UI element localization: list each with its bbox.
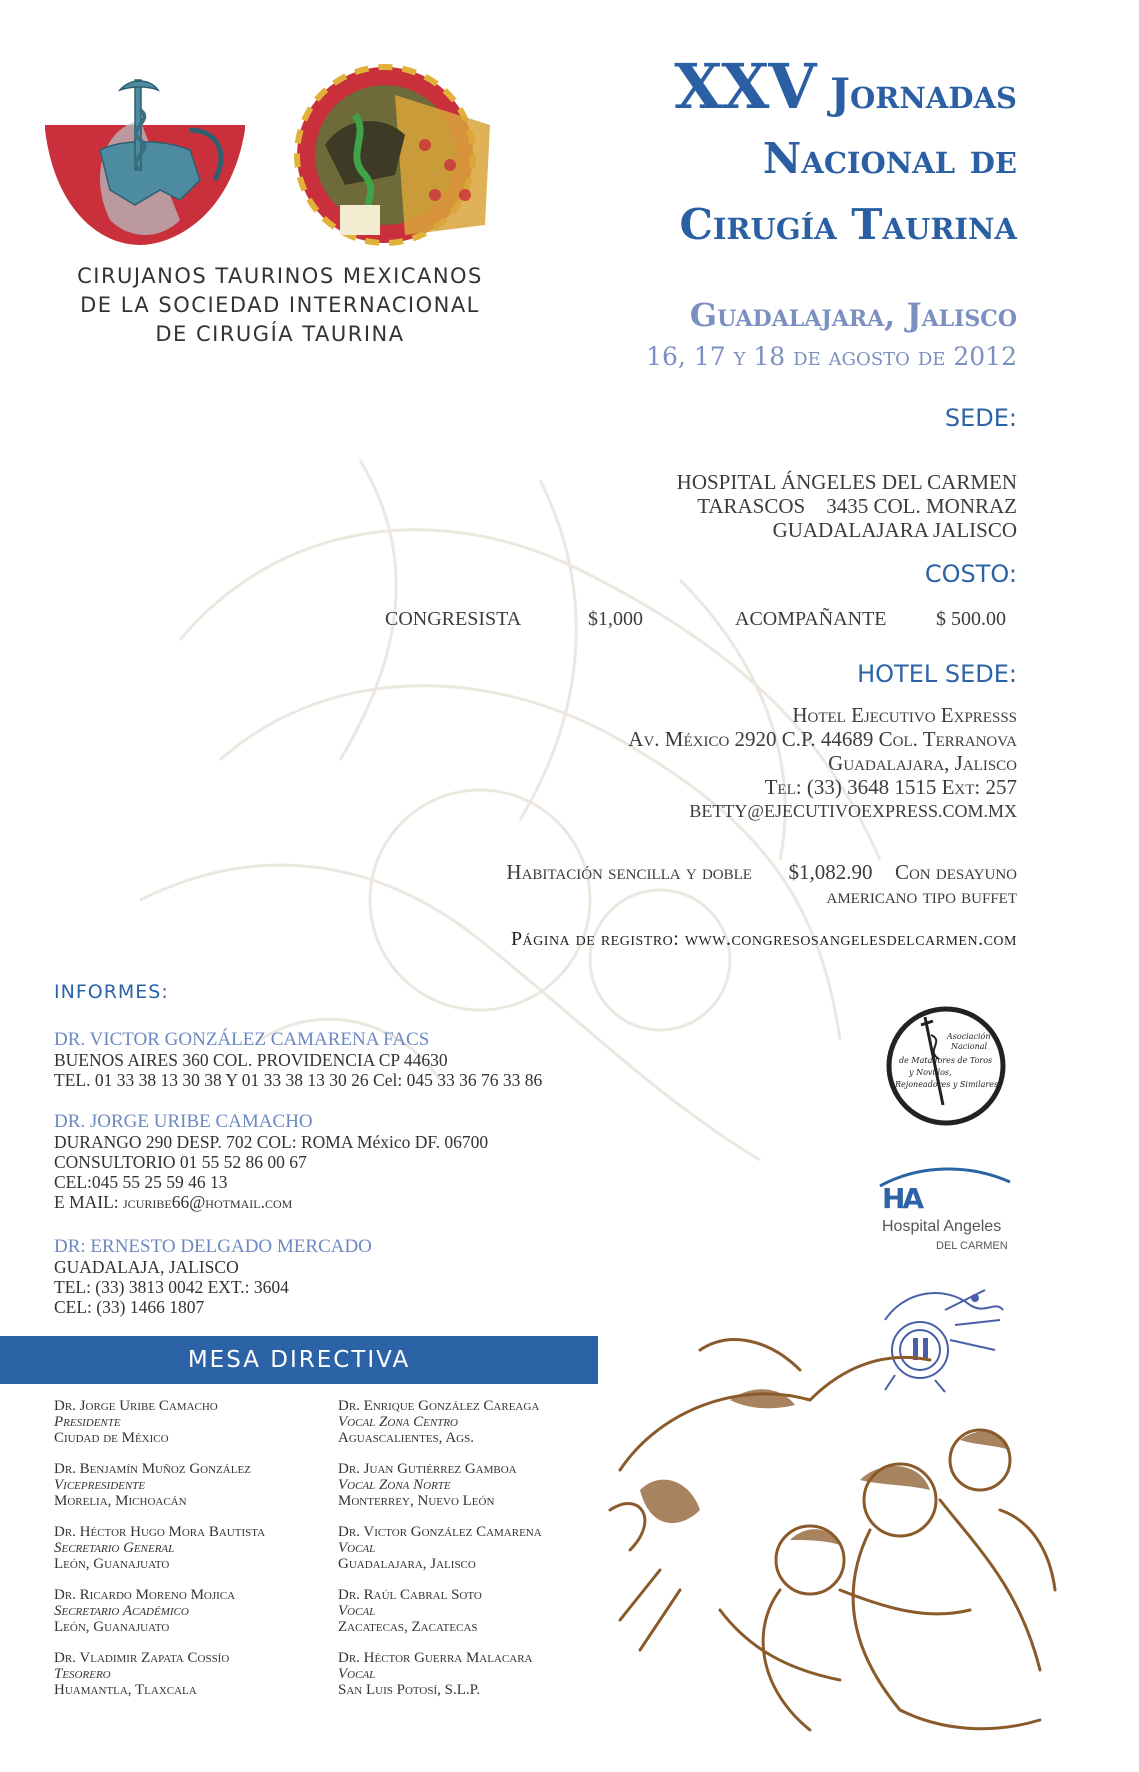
informes-heading: INFORMES: xyxy=(54,981,169,1003)
member-left-5 xyxy=(54,1650,324,1698)
member-role: Vicepresidente xyxy=(54,1477,146,1493)
contact-3-line-3: CEL: (33) 1466 1807 xyxy=(54,1297,205,1317)
member-place: Monterrey, Nuevo León xyxy=(338,1493,495,1509)
member-place: Morelia, Michoacán xyxy=(54,1493,187,1509)
hotel-info xyxy=(628,703,1017,823)
member-left-1 xyxy=(54,1398,324,1446)
hospital-angeles-logo xyxy=(870,1160,1020,1260)
title-line-1: Jornadas xyxy=(830,69,1017,118)
sede-address xyxy=(677,470,1017,542)
member-role: Vocal xyxy=(338,1666,376,1682)
hotel-heading: HOTEL SEDE: xyxy=(857,660,1017,688)
member-role: Secretario General xyxy=(54,1540,175,1556)
member-name: Dr. Héctor Guerra Malacara xyxy=(338,1650,533,1666)
member-name: Dr. Victor González Camarena xyxy=(338,1524,542,1540)
congresista-price: $1,000 xyxy=(588,608,643,630)
matadores-emblem xyxy=(885,1005,1007,1127)
member-role: Vocal Zona Centro xyxy=(338,1414,458,1430)
member-name: Dr. Ricardo Moreno Mojica xyxy=(54,1587,236,1603)
member-right-4 xyxy=(338,1587,608,1635)
congresista-label: CONGRESISTA xyxy=(385,608,522,630)
contact-1-name: DR. VICTOR GONZÁLEZ CAMARENA FACS xyxy=(54,1029,430,1050)
contact-3-name: DR: ERNESTO DELGADO MERCADO xyxy=(54,1236,372,1257)
contact-2-line-2: CONSULTORIO 01 55 52 86 00 67 xyxy=(54,1152,307,1172)
event-city: Guadalajara, Jalisco xyxy=(689,296,1017,334)
acompanante-price: $ 500.00 xyxy=(936,608,1006,630)
member-name: Dr. Enrique González Careaga xyxy=(338,1398,540,1414)
member-name: Dr. Juan Gutiérrez Gamboa xyxy=(338,1461,517,1477)
svg-text:de Matadores de Toros: de Matadores de Toros xyxy=(899,1056,993,1065)
member-place: Zacatecas, Zacatecas xyxy=(338,1619,478,1635)
member-role: Vocal Zona Norte xyxy=(338,1477,451,1493)
title-line-3: Cirugía Taurina xyxy=(679,200,1017,249)
member-left-2 xyxy=(54,1461,324,1509)
hospital-logo-sub: DEL CARMEN xyxy=(936,1240,1008,1252)
contact-2-line-1: DURANGO 290 DESP. 702 COL: ROMA México DF. 06700 xyxy=(54,1132,489,1152)
member-role: Presidente xyxy=(54,1414,121,1430)
member-place: San Luis Potosí, S.L.P. xyxy=(338,1682,481,1698)
contact-2-email: E MAIL: jcuribe66@hotmail.com xyxy=(54,1192,293,1212)
hotel-email: BETTY@EJECUTIVOEXPRESS.COM.MX xyxy=(689,801,1017,821)
surgeons-sketch-illustration xyxy=(600,1290,1070,1760)
mesa-directiva-title: MESA DIRECTIVA xyxy=(187,1347,411,1373)
member-role: Tesorero xyxy=(54,1666,111,1682)
member-name: Dr. Raúl Cabral Soto xyxy=(338,1587,482,1603)
sede-heading: SEDE: xyxy=(944,404,1017,432)
contact-2 xyxy=(54,1112,488,1212)
contact-3-line-1: GUADALAJA, JALISCO xyxy=(54,1257,239,1277)
mesa-directiva-bar xyxy=(0,1336,598,1384)
acompanante-label: ACOMPAÑANTE xyxy=(735,608,887,630)
member-place: León, Guanajuato xyxy=(54,1619,170,1635)
member-place: León, Guanajuato xyxy=(54,1556,170,1572)
society-logo-right xyxy=(285,55,505,250)
contact-2-name: DR. JORGE URIBE CAMACHO xyxy=(54,1111,313,1132)
svg-text:Asociación: Asociación xyxy=(947,1032,991,1041)
organization-name xyxy=(40,262,520,349)
svg-text:Nacional: Nacional xyxy=(951,1042,988,1051)
room-label: Habitación sencilla y doble xyxy=(506,860,752,884)
hotel-line-2: Av. México 2920 C.P. 44689 Col. Terranova xyxy=(628,727,1017,751)
member-name: Dr. Jorge Uribe Camacho xyxy=(54,1398,218,1414)
hotel-line-4: Tel: (33) 3648 1515 Ext: 257 xyxy=(764,775,1017,799)
event-title xyxy=(674,50,1017,258)
room-info xyxy=(506,860,1017,908)
member-role: Secretario Académico xyxy=(54,1603,189,1619)
svg-text:y Novillos,: y Novillos, xyxy=(909,1068,952,1077)
member-left-4 xyxy=(54,1587,324,1635)
member-name: Dr. Héctor Hugo Mora Bautista xyxy=(54,1524,266,1540)
room-note-1: Con desayuno xyxy=(894,860,1017,884)
contact-1 xyxy=(54,1030,542,1090)
society-logo-left xyxy=(40,70,250,250)
room-price: $1,082.90 xyxy=(788,860,873,884)
member-place: Guadalajara, Jalisco xyxy=(338,1556,476,1572)
member-right-1 xyxy=(338,1398,608,1446)
member-right-3 xyxy=(338,1524,608,1572)
sede-line-3: GUADALAJARA JALISCO xyxy=(772,518,1017,542)
svg-text:Rejoneadores y Similares: Rejoneadores y Similares xyxy=(895,1080,999,1089)
contact-3 xyxy=(54,1237,372,1317)
hotel-line-3: Guadalajara, Jalisco xyxy=(828,751,1017,775)
registration-page: Página de registro: www.congresosangelesdelcarmen.com xyxy=(510,928,1017,950)
contact-1-line-1: BUENOS AIRES 360 COL. PROVIDENCIA CP 44630 xyxy=(54,1050,448,1070)
org-name-line-3: DE CIRUGÍA TAURINA xyxy=(155,322,405,346)
hospital-logo-mark: HA xyxy=(882,1182,922,1215)
hospital-logo-name: Hospital Angeles xyxy=(882,1218,1002,1235)
member-right-2 xyxy=(338,1461,608,1509)
sede-line-1: HOSPITAL ÁNGELES DEL CARMEN xyxy=(676,470,1017,494)
member-role: Vocal xyxy=(338,1540,376,1556)
costo-heading: COSTO: xyxy=(924,560,1017,588)
room-note-2: americano tipo buffet xyxy=(826,884,1017,908)
contact-3-line-2: TEL: (33) 3813 0042 EXT.: 3604 xyxy=(54,1277,289,1297)
member-right-5 xyxy=(338,1650,608,1698)
org-name-line-2: DE LA SOCIEDAD INTERNACIONAL xyxy=(80,293,480,317)
member-name: Dr. Benjamín Muñoz González xyxy=(54,1461,251,1477)
member-place: Aguascalientes, Ags. xyxy=(338,1430,474,1446)
sede-line-2: TARASCOS 3435 COL. MONRAZ xyxy=(697,494,1017,518)
title-line-2: Nacional de xyxy=(762,134,1017,183)
member-name: Dr. Vladimir Zapata Cossío xyxy=(54,1650,230,1666)
contact-2-line-3: CEL:045 55 25 59 46 13 xyxy=(54,1172,228,1192)
event-dates: 16, 17 y 18 de agosto de 2012 xyxy=(646,342,1017,371)
member-place: Ciudad de México xyxy=(54,1430,169,1446)
member-place: Huamantla, Tlaxcala xyxy=(54,1682,197,1698)
hotel-line-1: Hotel Ejecutivo Expresss xyxy=(792,703,1017,727)
title-roman-numeral: XXV xyxy=(674,50,816,123)
contact-1-line-2: TEL. 01 33 38 13 30 38 Y 01 33 38 13 30 26 Cel: 045 33 36 76 33 86 xyxy=(54,1070,543,1090)
member-left-3 xyxy=(54,1524,324,1572)
member-role: Vocal xyxy=(338,1603,376,1619)
org-name-line-1: CIRUJANOS TAURINOS MEXICANOS xyxy=(77,264,483,288)
